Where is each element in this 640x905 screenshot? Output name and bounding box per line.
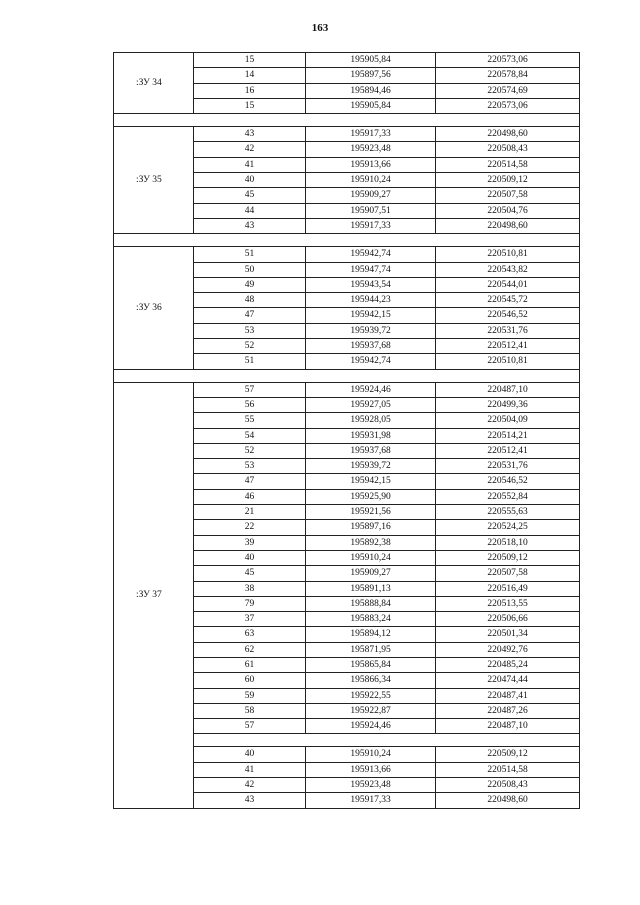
y-coordinate-cell: 220504,76 bbox=[436, 203, 580, 218]
table-row bbox=[114, 53, 580, 68]
point-number-cell: 57 bbox=[194, 719, 306, 734]
page-number: 163 bbox=[311, 22, 329, 34]
point-number-cell: 55 bbox=[194, 413, 306, 428]
point-number-cell: 42 bbox=[194, 142, 306, 157]
x-coordinate-cell: 195944,23 bbox=[306, 293, 436, 308]
x-coordinate-cell: 195924,46 bbox=[306, 382, 436, 397]
point-number-cell: 15 bbox=[194, 53, 306, 68]
point-number-cell: 52 bbox=[194, 339, 306, 354]
x-coordinate-cell: 195892,38 bbox=[306, 535, 436, 550]
x-coordinate-cell: 195925,90 bbox=[306, 489, 436, 504]
x-coordinate-cell: 195917,33 bbox=[306, 218, 436, 233]
point-number-cell: 43 bbox=[194, 793, 306, 808]
separator-cell bbox=[114, 234, 580, 247]
point-number-cell: 56 bbox=[194, 397, 306, 412]
y-coordinate-cell: 220574,69 bbox=[436, 83, 580, 98]
point-number-cell: 37 bbox=[194, 612, 306, 627]
point-number-cell: 58 bbox=[194, 703, 306, 718]
x-coordinate-cell: 195937,68 bbox=[306, 339, 436, 354]
point-number-cell: 61 bbox=[194, 657, 306, 672]
x-coordinate-cell: 195923,48 bbox=[306, 142, 436, 157]
x-coordinate-cell: 195922,55 bbox=[306, 688, 436, 703]
y-coordinate-cell: 220507,58 bbox=[436, 188, 580, 203]
y-coordinate-cell: 220552,84 bbox=[436, 489, 580, 504]
y-coordinate-cell: 220510,81 bbox=[436, 247, 580, 262]
x-coordinate-cell: 195910,24 bbox=[306, 550, 436, 565]
point-number-cell: 45 bbox=[194, 188, 306, 203]
y-coordinate-cell: 220501,34 bbox=[436, 627, 580, 642]
x-coordinate-cell: 195897,56 bbox=[306, 68, 436, 83]
y-coordinate-cell: 220555,63 bbox=[436, 505, 580, 520]
y-coordinate-cell: 220512,41 bbox=[436, 339, 580, 354]
y-coordinate-cell: 220531,76 bbox=[436, 459, 580, 474]
x-coordinate-cell: 195939,72 bbox=[306, 323, 436, 338]
separator-row bbox=[114, 114, 580, 127]
point-number-cell: 21 bbox=[194, 505, 306, 520]
x-coordinate-cell: 195910,24 bbox=[306, 747, 436, 762]
y-coordinate-cell: 220514,58 bbox=[436, 762, 580, 777]
x-coordinate-cell: 195910,24 bbox=[306, 173, 436, 188]
x-coordinate-cell: 195921,56 bbox=[306, 505, 436, 520]
x-coordinate-cell: 195865,84 bbox=[306, 657, 436, 672]
x-coordinate-cell: 195942,74 bbox=[306, 354, 436, 369]
y-coordinate-cell: 220512,41 bbox=[436, 443, 580, 458]
y-coordinate-cell: 220543,82 bbox=[436, 262, 580, 277]
x-coordinate-cell: 195913,66 bbox=[306, 762, 436, 777]
x-coordinate-cell: 195894,12 bbox=[306, 627, 436, 642]
point-number-cell: 59 bbox=[194, 688, 306, 703]
y-coordinate-cell: 220509,12 bbox=[436, 550, 580, 565]
x-coordinate-cell: 195947,74 bbox=[306, 262, 436, 277]
y-coordinate-cell: 220492,76 bbox=[436, 642, 580, 657]
point-number-cell: 39 bbox=[194, 535, 306, 550]
y-coordinate-cell: 220546,52 bbox=[436, 474, 580, 489]
x-coordinate-cell: 195942,15 bbox=[306, 474, 436, 489]
y-coordinate-cell: 220514,21 bbox=[436, 428, 580, 443]
y-coordinate-cell: 220498,60 bbox=[436, 127, 580, 142]
point-number-cell: 43 bbox=[194, 127, 306, 142]
x-coordinate-cell: 195894,46 bbox=[306, 83, 436, 98]
point-number-cell: 47 bbox=[194, 308, 306, 323]
y-coordinate-cell: 220518,10 bbox=[436, 535, 580, 550]
x-coordinate-cell: 195888,84 bbox=[306, 596, 436, 611]
point-number-cell: 15 bbox=[194, 98, 306, 113]
point-number-cell: 22 bbox=[194, 520, 306, 535]
x-coordinate-cell: 195942,15 bbox=[306, 308, 436, 323]
point-number-cell: 48 bbox=[194, 293, 306, 308]
point-number-cell: 51 bbox=[194, 354, 306, 369]
table-row bbox=[114, 247, 580, 262]
y-coordinate-cell: 220474,44 bbox=[436, 673, 580, 688]
x-coordinate-cell: 195905,84 bbox=[306, 53, 436, 68]
x-coordinate-cell: 195883,24 bbox=[306, 612, 436, 627]
point-number-cell: 43 bbox=[194, 218, 306, 233]
point-number-cell: 41 bbox=[194, 157, 306, 172]
x-coordinate-cell: 195909,27 bbox=[306, 566, 436, 581]
y-coordinate-cell: 220578,84 bbox=[436, 68, 580, 83]
point-number-cell: 47 bbox=[194, 474, 306, 489]
x-coordinate-cell: 195866,34 bbox=[306, 673, 436, 688]
x-coordinate-cell: 195937,68 bbox=[306, 443, 436, 458]
point-number-cell: 49 bbox=[194, 277, 306, 292]
y-coordinate-cell: 220524,25 bbox=[436, 520, 580, 535]
y-coordinate-cell: 220573,06 bbox=[436, 98, 580, 113]
y-coordinate-cell: 220485,24 bbox=[436, 657, 580, 672]
parcel-label: :ЗУ 36 bbox=[114, 247, 194, 369]
x-coordinate-cell: 195897,16 bbox=[306, 520, 436, 535]
x-coordinate-cell: 195943,54 bbox=[306, 277, 436, 292]
separator-cell bbox=[114, 114, 580, 127]
y-coordinate-cell: 220544,01 bbox=[436, 277, 580, 292]
y-coordinate-cell: 220507,58 bbox=[436, 566, 580, 581]
separator-cell bbox=[194, 734, 580, 747]
x-coordinate-cell: 195907,51 bbox=[306, 203, 436, 218]
point-number-cell: 40 bbox=[194, 173, 306, 188]
point-number-cell: 53 bbox=[194, 323, 306, 338]
separator-cell bbox=[114, 369, 580, 382]
y-coordinate-cell: 220509,12 bbox=[436, 173, 580, 188]
y-coordinate-cell: 220506,66 bbox=[436, 612, 580, 627]
point-number-cell: 53 bbox=[194, 459, 306, 474]
x-coordinate-cell: 195909,27 bbox=[306, 188, 436, 203]
x-coordinate-cell: 195924,46 bbox=[306, 719, 436, 734]
parcel-label: :ЗУ 37 bbox=[114, 382, 194, 808]
point-number-cell: 14 bbox=[194, 68, 306, 83]
separator-row bbox=[114, 234, 580, 247]
y-coordinate-cell: 220498,60 bbox=[436, 218, 580, 233]
y-coordinate-cell: 220510,81 bbox=[436, 354, 580, 369]
point-number-cell: 62 bbox=[194, 642, 306, 657]
point-number-cell: 63 bbox=[194, 627, 306, 642]
x-coordinate-cell: 195913,66 bbox=[306, 157, 436, 172]
point-number-cell: 46 bbox=[194, 489, 306, 504]
x-coordinate-cell: 195917,33 bbox=[306, 793, 436, 808]
x-coordinate-cell: 195891,13 bbox=[306, 581, 436, 596]
y-coordinate-cell: 220546,52 bbox=[436, 308, 580, 323]
parcel-label: :ЗУ 35 bbox=[114, 127, 194, 234]
point-number-cell: 40 bbox=[194, 550, 306, 565]
point-number-cell: 57 bbox=[194, 382, 306, 397]
y-coordinate-cell: 220487,10 bbox=[436, 719, 580, 734]
y-coordinate-cell: 220573,06 bbox=[436, 53, 580, 68]
y-coordinate-cell: 220509,12 bbox=[436, 747, 580, 762]
point-number-cell: 52 bbox=[194, 443, 306, 458]
x-coordinate-cell: 195927,05 bbox=[306, 397, 436, 412]
point-number-cell: 44 bbox=[194, 203, 306, 218]
x-coordinate-cell: 195871,95 bbox=[306, 642, 436, 657]
point-number-cell: 51 bbox=[194, 247, 306, 262]
x-coordinate-cell: 195905,84 bbox=[306, 98, 436, 113]
y-coordinate-cell: 220508,43 bbox=[436, 142, 580, 157]
point-number-cell: 40 bbox=[194, 747, 306, 762]
point-number-cell: 54 bbox=[194, 428, 306, 443]
x-coordinate-cell: 195931,98 bbox=[306, 428, 436, 443]
x-coordinate-cell: 195923,48 bbox=[306, 778, 436, 793]
x-coordinate-cell: 195928,05 bbox=[306, 413, 436, 428]
y-coordinate-cell: 220516,49 bbox=[436, 581, 580, 596]
parcel-label: :ЗУ 34 bbox=[114, 53, 194, 114]
y-coordinate-cell: 220487,10 bbox=[436, 382, 580, 397]
point-number-cell: 41 bbox=[194, 762, 306, 777]
point-number-cell: 16 bbox=[194, 83, 306, 98]
y-coordinate-cell: 220545,72 bbox=[436, 293, 580, 308]
table-row bbox=[114, 127, 580, 142]
y-coordinate-cell: 220504,09 bbox=[436, 413, 580, 428]
point-number-cell: 50 bbox=[194, 262, 306, 277]
x-coordinate-cell: 195939,72 bbox=[306, 459, 436, 474]
y-coordinate-cell: 220508,43 bbox=[436, 778, 580, 793]
y-coordinate-cell: 220531,76 bbox=[436, 323, 580, 338]
y-coordinate-cell: 220513,55 bbox=[436, 596, 580, 611]
point-number-cell: 60 bbox=[194, 673, 306, 688]
point-number-cell: 45 bbox=[194, 566, 306, 581]
table-row bbox=[114, 382, 580, 397]
point-number-cell: 79 bbox=[194, 596, 306, 611]
y-coordinate-cell: 220514,58 bbox=[436, 157, 580, 172]
x-coordinate-cell: 195922,87 bbox=[306, 703, 436, 718]
y-coordinate-cell: 220498,60 bbox=[436, 793, 580, 808]
y-coordinate-cell: 220499,36 bbox=[436, 397, 580, 412]
coordinates-table bbox=[113, 52, 580, 809]
point-number-cell: 42 bbox=[194, 778, 306, 793]
x-coordinate-cell: 195942,74 bbox=[306, 247, 436, 262]
x-coordinate-cell: 195917,33 bbox=[306, 127, 436, 142]
y-coordinate-cell: 220487,26 bbox=[436, 703, 580, 718]
separator-row bbox=[114, 369, 580, 382]
y-coordinate-cell: 220487,41 bbox=[436, 688, 580, 703]
coordinates-table-body bbox=[114, 53, 580, 809]
point-number-cell: 38 bbox=[194, 581, 306, 596]
